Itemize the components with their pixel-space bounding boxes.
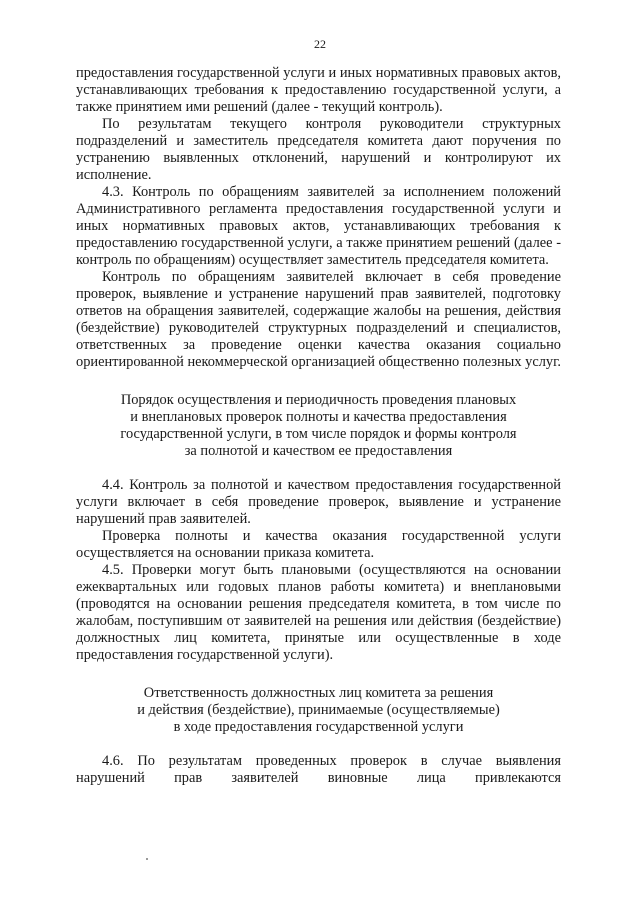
- heading-line: Порядок осуществления и периодичность проведения плановых: [120, 392, 517, 408]
- heading-line: государственной услуги, в том числе порядок и формы контроля: [120, 426, 517, 442]
- heading-line: и внеплановых проверок полноты и качества предоставления: [130, 409, 507, 425]
- page-number: 22: [314, 37, 326, 51]
- paragraph-current-control-results: По результатам текущего контроля руководители структурных подразделений и заместитель председателя комитета дают поручения по устранению выявленных отклонений, нарушений и контролируют их исполнение.: [76, 116, 561, 183]
- heading-line: за полнотой и качеством ее предоставления: [184, 443, 453, 459]
- paragraph-appeals-control: Контроль по обращениям заявителей включает в себя проведение проверок, выявление и устранение нарушений прав заявителей, подготовку ответов на обращения заявителей, содержащие жалобы на решения, действия (бездействие) руководителей структурных подразделений и специалистов, ответственных за проведение оценки качества оказания социально ориентированной некоммерческой организацией общественно полезных услуг.: [76, 269, 561, 370]
- paragraph-4-3: 4.3. Контроль по обращениям заявителей за исполнением положений Административного регламента предоставления государственной услуги и иных нормативных правовых актов, устанавливающих требования к предоставлению государственной услуги, а также принятием решений (далее - контроль по обращениям) осуществляет заместитель председателя комитета.: [76, 184, 561, 268]
- paragraph-4-6: [76, 753, 561, 787]
- heading-line: в ходе предоставления государственной услуги: [173, 719, 464, 735]
- document-body: [76, 65, 561, 787]
- section-heading-responsibility: [76, 685, 561, 736]
- paragraph-continuation: предоставления государственной услуги и иных нормативных правовых актов, устанавливающих требования к предоставлению государственной услуги, а также принятием ими решений (далее - текущий контроль).: [76, 65, 561, 115]
- paragraph-4-4: 4.4. Контроль за полнотой и качеством предоставления государственной услуги включает в себя проведение проверок, выявление и устранение нарушений прав заявителей.: [76, 477, 561, 527]
- heading-line: Ответственность должностных лиц комитета за решения: [143, 685, 494, 701]
- heading-line: и действия (бездействие), принимаемые (осуществляемые): [137, 702, 500, 718]
- paragraph-line: нарушений прав заявителей виновные лица привлекаются: [76, 770, 561, 786]
- paragraph-quality-check: Проверка полноты и качества оказания государственной услуги осуществляется на основании приказа комитета.: [76, 528, 561, 561]
- section-heading-inspections: [76, 392, 561, 460]
- paragraph-line: 4.6. По результатам проведенных проверок в случае выявления: [102, 753, 561, 769]
- scan-artifact: [146, 858, 148, 860]
- paragraph-4-5: 4.5. Проверки могут быть плановыми (осуществляются на основании ежеквартальных или годовых планов работы комитета) и внеплановыми (проводятся на основании решения председателя комитета, в том числе по жалобам, поступившим от заявителей на решения или действия (бездействие) должностных лиц комитета, принятые или осуществленные в ходе предоставления государственной услуги).: [76, 562, 561, 663]
